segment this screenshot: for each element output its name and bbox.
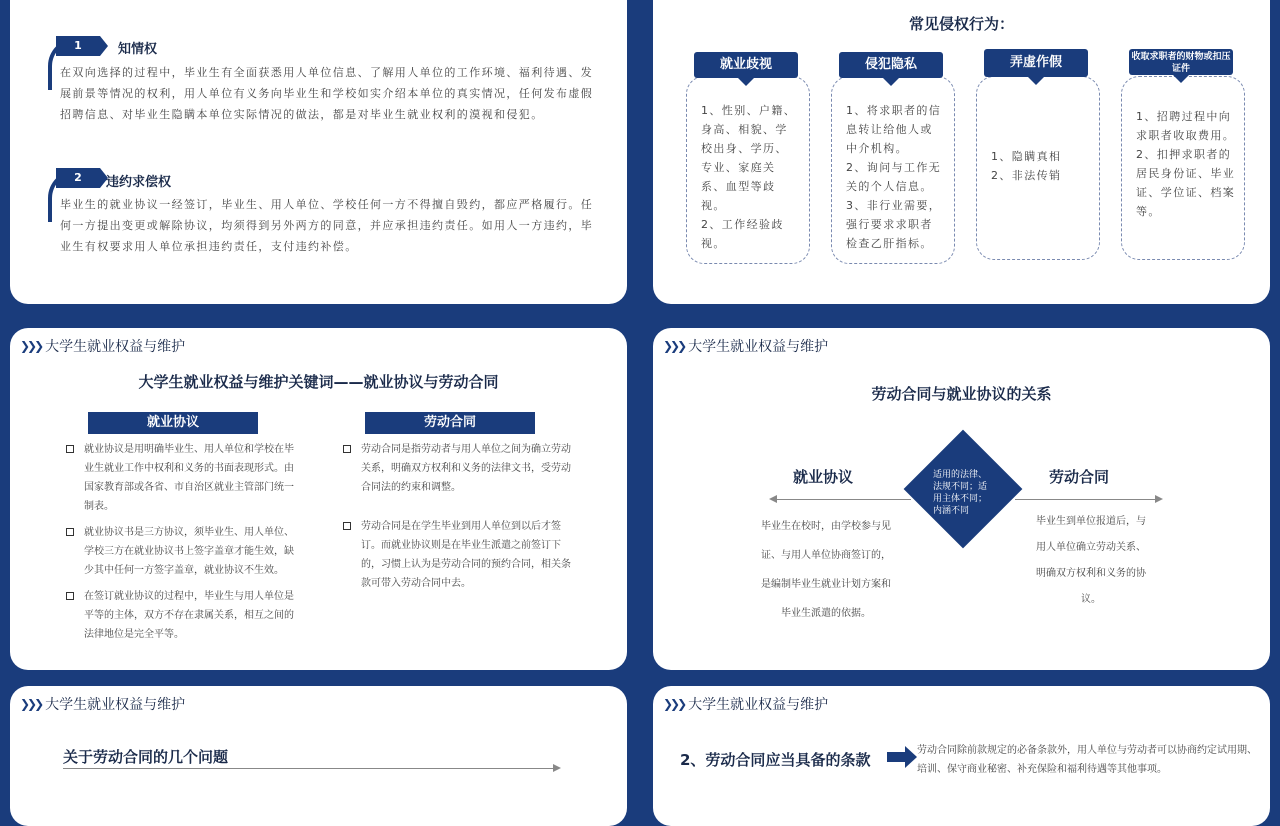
- section-text: 毕业生的就业协议一经签订，毕业生、用人单位、学校任何一方不得擅自毁约，都应严格履行。任何一方提出变更或解除协议，均须得到另外两方的同意，并应承担违约责任。如用人一方违约，毕业生有权要求用人单位承担违约责任，支付违约补偿。: [60, 198, 594, 253]
- bullet-list: [66, 440, 296, 651]
- slide-thumbnail-rights[interactable]: [10, 0, 627, 304]
- card-text: 1、招聘过程中向求职者收取费用。 2、扣押求职者的居民身份证、毕业证、学位证、档案等。: [1136, 110, 1236, 218]
- card-text: 1、性别、户籍、身高、相貌、学校出身、学历、专业、家庭关系、血型等歧视。 2、工作经验歧视。: [701, 104, 797, 250]
- card-box: [686, 76, 810, 264]
- list-item: 劳动合同是在学生毕业到用人单位到以后才签订。而就业协议则是在毕业生派遣之前签订下的，习惯上认为是劳动合同的预约合同，相关条款可带入劳动合同中去。: [343, 517, 573, 593]
- section-number-badge: 1: [56, 36, 100, 56]
- section-number-badge: 2: [56, 168, 100, 188]
- center-text: 适用的法律、法规不同；适用主体不同；内涵不同: [933, 470, 988, 516]
- left-label: 就业协议: [793, 468, 854, 486]
- slide-title: 劳动合同与就业协议的关系: [871, 385, 1052, 403]
- list-item: 劳动合同是指劳动者与用人单位之间为确立劳动关系，明确双方权利和义务的法律文书，受劳动合同法的约束和调整。: [343, 440, 573, 497]
- slide-header: [20, 336, 185, 356]
- title-underline: [63, 768, 553, 769]
- chevrons-icon: ❯❯❯: [20, 339, 42, 353]
- section-text: 在双向选择的过程中，毕业生有全面获悉用人单位信息、了解用人单位的工作环境、福利待遇、发展前景等情况的权利，用人单位有义务向毕业生和学校如实介绍本单位的真实情况，任何发布虚假招聘信息、对毕业生隐瞒本单位实际情况的做法，都是对毕业生就业权利的漠视和侵犯。: [60, 66, 594, 121]
- column-header: 劳动合同: [365, 412, 535, 434]
- slide-thumbnail-relationship[interactable]: [653, 328, 1270, 670]
- slide-title: 大学生就业权益与维护关键词——就业协议与劳动合同: [138, 373, 499, 391]
- section-title: 违约求偿权: [106, 175, 172, 190]
- list-item: 就业协议书是三方协议，须毕业生、用人单位、学校三方在就业协议书上签字盖章才能生效，缺少其中任何一方签字盖章，就业协议不生效。: [66, 523, 296, 580]
- chevrons-icon: ❯❯❯: [663, 339, 685, 353]
- card-box: [976, 76, 1100, 260]
- slide-header: [663, 336, 828, 356]
- header-label: 大学生就业权益与维护: [45, 697, 186, 713]
- card-label: 就业歧视: [694, 52, 798, 78]
- column-header: 就业协议: [88, 412, 258, 434]
- arrow-right-icon: [905, 746, 917, 768]
- header-label: 大学生就业权益与维护: [688, 697, 829, 713]
- card-text: 1、将求职者的信息转让给他人或中介机构。 2、询问与工作无关的个人信息。 3、非行业需要，强行要求求职者检查乙肝指标。: [846, 104, 942, 250]
- list-item: 在签订就业协议的过程中，毕业生与用人单位是平等的主体，双方不存在隶属关系，相互之间的法律地位是完全平等。: [66, 587, 296, 644]
- card-box: [831, 76, 955, 264]
- slide-header: [663, 694, 828, 714]
- bullet-list: [343, 440, 573, 600]
- slide-title: 2、劳动合同应当具备的条款: [680, 751, 871, 769]
- card-label: 侵犯隐私: [839, 52, 943, 78]
- right-arrow-line: [1015, 499, 1155, 500]
- clause-text: 劳动合同除前款规定的必备条款外，用人单位与劳动者可以协商约定试用期、培训、保守商业秘密、补充保险和福利待遇等其他事项。: [917, 745, 1257, 775]
- chevrons-icon: ❯❯❯: [663, 697, 685, 711]
- header-label: 大学生就业权益与维护: [688, 339, 829, 355]
- chevrons-icon: ❯❯❯: [20, 697, 42, 711]
- slide-title: 关于劳动合同的几个问题: [63, 748, 229, 766]
- slide-thumbnail-infringements[interactable]: [653, 0, 1270, 304]
- right-text: 毕业生到单位报道后，与用人单位确立劳动关系、明确双方权利和义务的协议。: [1036, 516, 1146, 605]
- left-arrow-head: [769, 495, 777, 503]
- right-label: 劳动合同: [1049, 468, 1110, 486]
- card-label: 收取求职者的财物或扣压证件: [1129, 49, 1233, 75]
- slide-thumbnail-keywords[interactable]: [10, 328, 627, 670]
- slide-title: 常见侵权行为：: [908, 15, 1014, 33]
- card-text: 1、隐瞒真相 2、非法传销: [991, 150, 1062, 182]
- list-item: 就业协议是用明确毕业生、用人单位和学校在毕业生就业工作中权利和义务的书面表现形式。由国家教育部或各省、市自治区就业主管部门统一制表。: [66, 440, 296, 516]
- slide-header: [20, 694, 185, 714]
- card-label: 弄虚作假: [984, 49, 1088, 77]
- section-title: 知情权: [118, 42, 158, 57]
- slide-thumbnail-clauses[interactable]: [653, 686, 1270, 826]
- slide-thumbnail-questions[interactable]: [10, 686, 627, 826]
- left-arrow-line: [771, 499, 911, 500]
- left-text: 毕业生在校时，由学校参与见证、与用人单位协商签订的，是编制毕业生就业计划方案和毕业生派遣的依据。: [761, 521, 891, 619]
- right-arrow-head: [1155, 495, 1163, 503]
- underline-arrow-head: [553, 764, 561, 772]
- card-box: [1121, 76, 1245, 260]
- arrow-shaft: [887, 752, 907, 762]
- header-label: 大学生就业权益与维护: [45, 339, 186, 355]
